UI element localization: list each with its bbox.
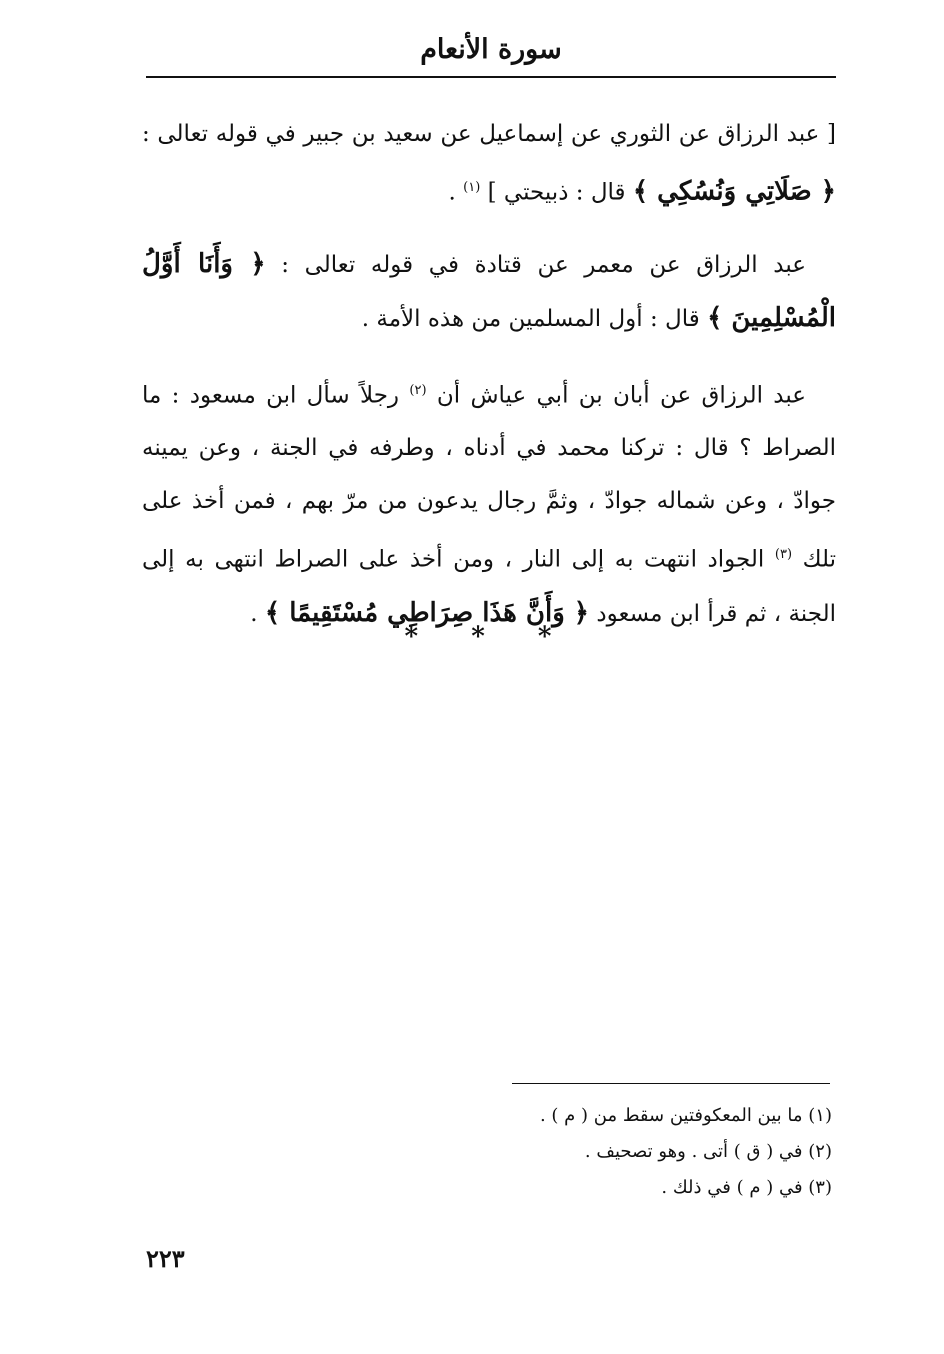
paragraph-1 — [142, 108, 836, 220]
quran-verse: ﴿ صَلَاتِي وَنُسُكِي ﴾ — [632, 176, 836, 207]
paragraph-text: قال : ذبيحتي ] — [487, 179, 626, 206]
page-number: ٢٢٣ — [146, 1244, 185, 1273]
paragraph-text: [ عبد الرزاق عن الثوري عن إسماعيل عن سعيد بن جبير في قوله تعالى : — [142, 121, 836, 147]
running-header-title: سورة الأنعام — [420, 34, 562, 65]
header-divider — [146, 76, 836, 78]
paragraph-3 — [142, 364, 836, 641]
paragraph-text: عبد الرزاق عن أبان بن أبي عياش أن — [436, 382, 807, 409]
footnotes — [380, 1098, 832, 1206]
footnote-ref[interactable]: (٢) — [409, 382, 427, 398]
paragraph-2 — [142, 238, 836, 346]
footnote-divider — [512, 1083, 830, 1084]
footnote-item: (٢) في ( ق ) أتى . وهو تصحيف . — [584, 1141, 832, 1162]
section-separator: * * * — [404, 622, 574, 652]
paragraph-text: . — [448, 179, 456, 206]
main-text — [142, 108, 836, 659]
quran-verse: ﴿ وَأَنَا أَوَّلُ الْمُسْلِمِينَ ﴾ — [142, 248, 836, 333]
quran-verse: ﴿ وَأَنَّ هَذَا صِرَاطِي مُسْتَقِيمًا ﴾ — [264, 597, 590, 628]
paragraph-text: الجواد انتهت به إلى النار ، ومن أخذ على الصراط انتهى به إلى الجنة ، ثم قرأ ابن مسعود — [142, 546, 836, 627]
footnote-item: (١) ما بين المعكوفتين سقط من ( م ) . — [539, 1105, 832, 1126]
footnote-ref[interactable]: (١) — [463, 180, 481, 195]
footnote-item: (٣) في ( م ) في ذلك . — [661, 1177, 832, 1198]
footnote-ref[interactable]: (٣) — [774, 547, 793, 563]
paragraph-text: . — [250, 600, 258, 627]
paragraph-text: رجلاً سأل ابن مسعود : ما الصراط ؟ قال : تركنا محمد في أدناه ، وطرفه في الجنة ، وعن يمينه جوادّ ، وعن شماله جوادّ ، وثمَّ رجال يدعون من مرّ بهم ، فمن أخذ على تلك — [142, 382, 837, 573]
paragraph-text: قال : أول المسلمين من هذه الأمة . — [361, 305, 700, 332]
paragraph-text: عبد الرزاق عن معمر عن قتادة في قوله تعالى : — [281, 251, 806, 278]
